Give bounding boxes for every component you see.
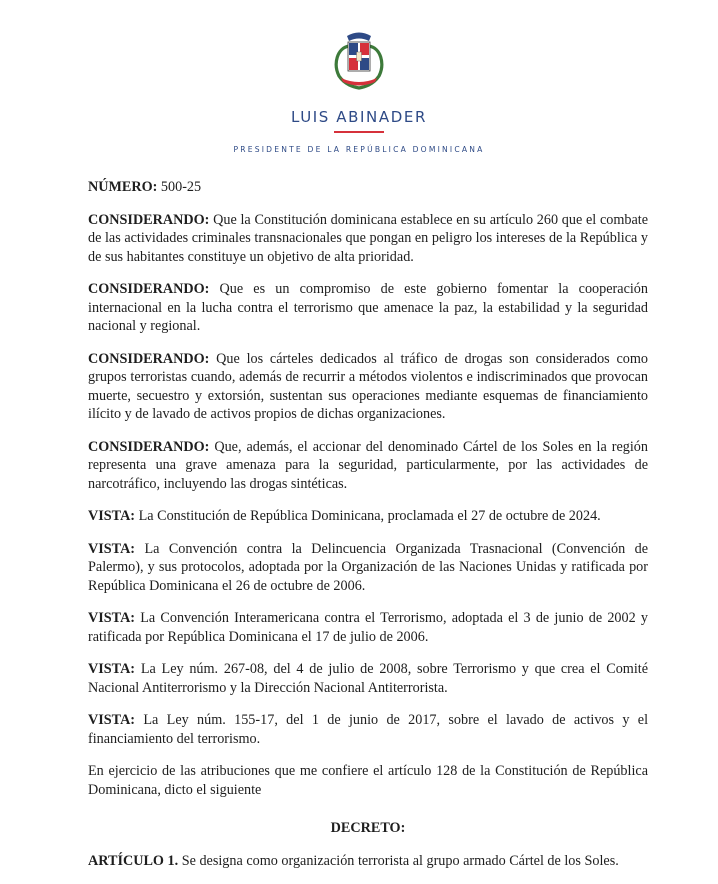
paragraph-keyword: VISTA: (88, 712, 136, 728)
closing-paragraph: En ejercicio de las atribuciones que me confiere el artículo 128 de la Constitución de República Dominicana, dicto el siguiente (88, 763, 648, 798)
paragraph-text: La Convención Interamericana contra el Terrorismo, adoptada el 3 de junio de 2002 y ratificada por República Dominicana el 17 de julio de 2006. (88, 610, 648, 645)
paragraph-keyword: CONSIDERANDO: (88, 281, 210, 297)
paragraph-keyword: VISTA: (88, 540, 136, 557)
vista-paragraph (88, 540, 648, 596)
vista-paragraph (88, 609, 648, 646)
vista-paragraph (88, 507, 648, 526)
paragraph-keyword: VISTA: (88, 610, 136, 626)
president-title: PRESIDENTE DE LA REPÚBLICA DOMINICANA (233, 145, 485, 154)
considerando-paragraph (88, 280, 648, 336)
paragraph-text-continued: , sobre el lavado de activos y el financiamiento del terrorismo. (88, 712, 649, 747)
number-label: NÚMERO: (88, 179, 158, 195)
article-paragraph (88, 852, 648, 871)
paragraph-text: Que los cárteles dedicados al tráfico de drogas son considerados como grupos terroristas cuando, además de recurrir a métodos violentos e indiscriminados que provocan muerte, secuestro y extorsión, sustentan sus operaciones mediante esquemas de financiamiento ilícito y de lavado de activos propios de dichas organizaciones. (88, 350, 648, 422)
paragraph-keyword: CONSIDERANDO: (88, 350, 210, 367)
president-name: LUIS ABINADER (290, 108, 427, 126)
decree-body (88, 178, 648, 884)
paragraph-keyword: VISTA: (88, 661, 136, 677)
article-label: ARTÍCULO 1. (88, 852, 179, 869)
considerando-paragraph (88, 350, 648, 424)
vista-paragraph (88, 711, 648, 748)
paragraph-keyword: CONSIDERANDO: (88, 211, 210, 228)
paragraph-text: La Ley núm. 155-17, del 1 de junio de 2017 (143, 712, 437, 728)
considerando-paragraph (88, 211, 648, 267)
article-text: Se designa como organización terrorista al grupo armado Cártel de los Soles. (181, 852, 619, 869)
decree-heading: DECRETO: (330, 820, 406, 836)
paragraph-text: La Constitución de República Dominicana, proclamada el 27 de octubre de 2024. (138, 508, 601, 524)
number-value: 500-25 (160, 179, 202, 195)
considerando-paragraph (88, 438, 648, 494)
paragraph-text: Que la Constitución dominicana establece en su artículo 260 que el combate de las actividades criminales transnacionales que pongan en peligro los intereses de la República y de sus habitantes constituye un objetivo de alta prioridad. (88, 211, 649, 265)
vista-paragraph (88, 660, 648, 697)
paragraph-keyword: CONSIDERANDO: (88, 438, 210, 455)
paragraph-text: Que es un compromiso de este gobierno fomentar la cooperación internacional en la lucha contra el terrorismo que amenace la paz, la estabilidad y la seguridad nacional y regional. (88, 281, 648, 334)
paragraph-text: La Convención contra la Delincuencia Organizada Trasnacional (Convención de Palermo), y sus protocolos, adoptada por la Organización de las Naciones Unidas y ratificada por República Dominicana el 26 de octubre de 2006. (88, 540, 648, 594)
header-divider (334, 131, 384, 133)
paragraph-text: Que, además, el accionar del denominado Cártel de los Soles en la región representa una grave amenaza para la seguridad, particularmente, por las actividades de narcotráfico, incluyendo las drogas sintéticas. (88, 438, 648, 492)
paragraph-text: La Ley núm. 267-08, del 4 de julio de 2008, sobre Terrorismo y que crea el Comité Nacional Antiterrorismo y la Dirección Nacional Antiterrorista. (88, 661, 649, 696)
decree-number (88, 178, 648, 197)
paragraph-keyword: VISTA: (88, 508, 136, 524)
coat-of-arms-icon (327, 28, 391, 90)
